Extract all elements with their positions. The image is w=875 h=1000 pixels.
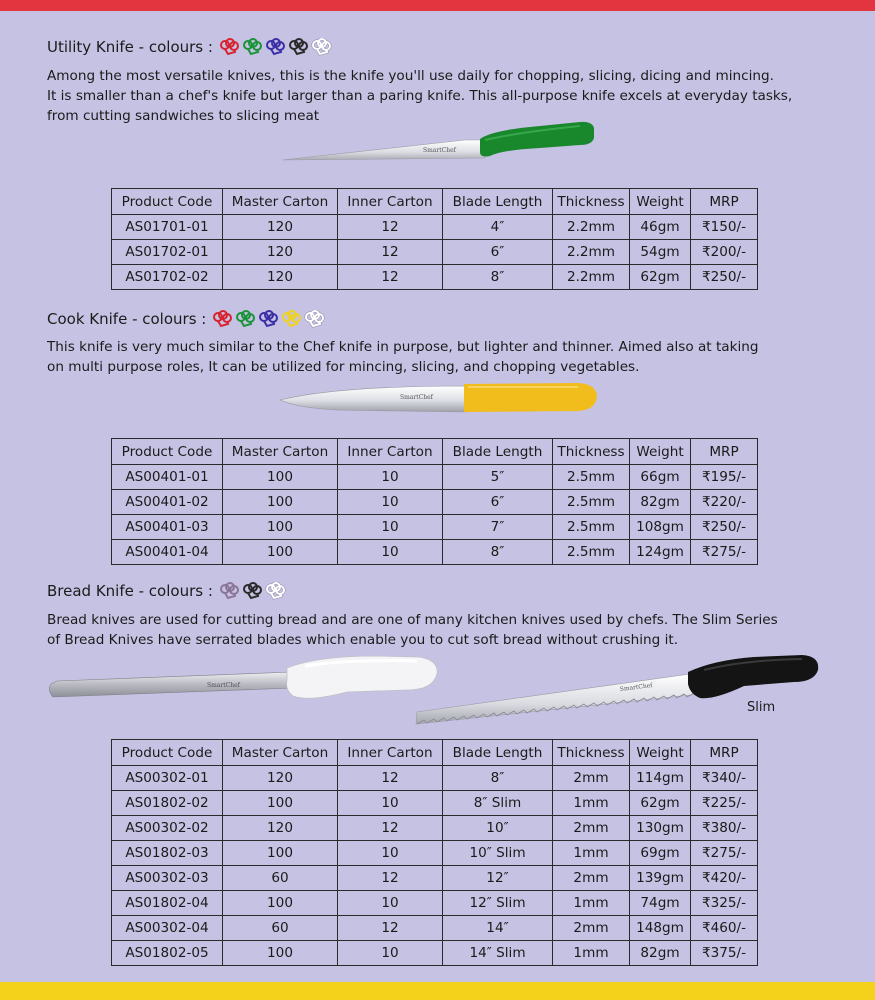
cell-product-code: AS00302-03	[112, 866, 223, 891]
cell-product-code: AS00401-01	[112, 465, 223, 490]
cell-mrp: ₹375/-	[691, 941, 758, 966]
bread-knife-title: Bread Knife - colours :	[47, 582, 213, 600]
cell-mrp: ₹275/-	[691, 540, 758, 565]
cell-inner-carton: 12	[338, 866, 443, 891]
table-row	[112, 265, 758, 290]
cell-blade-length: 8″ Slim	[443, 791, 553, 816]
table-header-row	[112, 189, 758, 215]
cell-blade-length: 5″	[443, 465, 553, 490]
slim-label: Slim	[747, 700, 776, 715]
table-row	[112, 841, 758, 866]
bottom-yellow-bar	[0, 982, 875, 1000]
utility-table-body	[112, 215, 758, 290]
cell-thickness: 2.2mm	[553, 265, 630, 290]
col-weight: Weight	[630, 439, 691, 465]
cell-blade-length: 14″	[443, 916, 553, 941]
cell-mrp: ₹340/-	[691, 766, 758, 791]
cook-knife-description	[47, 337, 759, 377]
description-line: Bread knives are used for cutting bread and are one of many kitchen knives used by chefs. The Slim Series	[47, 612, 778, 628]
cell-blade-length: 12″	[443, 866, 553, 891]
cell-mrp: ₹150/-	[691, 215, 758, 240]
cell-inner-carton: 10	[338, 465, 443, 490]
cell-inner-carton: 10	[338, 540, 443, 565]
description-line: This knife is very much similar to the Chef knife in purpose, but lighter and thinner. Aimed also at taking	[47, 339, 759, 355]
cell-master-carton: 100	[223, 465, 338, 490]
cell-inner-carton: 10	[338, 791, 443, 816]
table-row	[112, 215, 758, 240]
utility-knife-heading	[47, 38, 332, 56]
knife-brand: SmartChef	[207, 682, 240, 689]
cell-inner-carton: 10	[338, 515, 443, 540]
cell-weight: 74gm	[630, 891, 691, 916]
cell-blade-length: 14″ Slim	[443, 941, 553, 966]
cell-product-code: AS01702-02	[112, 265, 223, 290]
cell-product-code: AS00302-01	[112, 766, 223, 791]
cell-mrp: ₹220/-	[691, 490, 758, 515]
table-header-row	[112, 439, 758, 465]
cell-inner-carton: 12	[338, 816, 443, 841]
col-blade-length: Blade Length	[443, 740, 553, 766]
cell-blade-length: 6″	[443, 490, 553, 515]
col-inner-carton: Inner Carton	[338, 189, 443, 215]
cell-master-carton: 120	[223, 240, 338, 265]
col-blade-length: Blade Length	[443, 439, 553, 465]
cell-master-carton: 120	[223, 816, 338, 841]
knife-brand: SmartChef	[619, 682, 653, 693]
cell-weight: 124gm	[630, 540, 691, 565]
cell-mrp: ₹250/-	[691, 515, 758, 540]
cell-thickness: 2mm	[553, 916, 630, 941]
col-thickness: Thickness	[553, 439, 630, 465]
cell-weight: 114gm	[630, 766, 691, 791]
cell-blade-length: 8″	[443, 540, 553, 565]
cell-product-code: AS00302-02	[112, 816, 223, 841]
cell-mrp: ₹250/-	[691, 265, 758, 290]
cell-thickness: 1mm	[553, 941, 630, 966]
description-line: on multi purpose roles, It can be utilized for mincing, slicing, and chopping vegetables.	[47, 359, 640, 375]
bread-knife-heading	[47, 582, 286, 600]
chef-hat-colour-icon	[311, 38, 332, 56]
description-line: Among the most versatile knives, this is the knife you'll use daily for chopping, slicing, dicing and mincing.	[47, 68, 774, 84]
cell-weight: 62gm	[630, 265, 691, 290]
cell-master-carton: 120	[223, 766, 338, 791]
cell-master-carton: 120	[223, 265, 338, 290]
table-header-row	[112, 740, 758, 766]
cell-mrp: ₹200/-	[691, 240, 758, 265]
table-row	[112, 891, 758, 916]
bread-knife-description	[47, 610, 778, 650]
cell-mrp: ₹420/-	[691, 866, 758, 891]
cell-blade-length: 7″	[443, 515, 553, 540]
bread-table-body	[112, 766, 758, 966]
cell-inner-carton: 10	[338, 891, 443, 916]
table-row	[112, 916, 758, 941]
cell-inner-carton: 12	[338, 215, 443, 240]
col-mrp: MRP	[691, 740, 758, 766]
cell-weight: 130gm	[630, 816, 691, 841]
cell-blade-length: 4″	[443, 215, 553, 240]
col-thickness: Thickness	[553, 740, 630, 766]
chef-hat-colour-icon	[281, 310, 302, 328]
cook-colour-swatches	[212, 310, 325, 328]
cell-thickness: 1mm	[553, 841, 630, 866]
cell-blade-length: 10″ Slim	[443, 841, 553, 866]
bread-knife-image	[47, 654, 439, 706]
cell-inner-carton: 10	[338, 941, 443, 966]
cell-mrp: ₹195/-	[691, 465, 758, 490]
knife-brand: SmartChef	[423, 147, 456, 154]
cell-blade-length: 8″	[443, 766, 553, 791]
cell-weight: 108gm	[630, 515, 691, 540]
chef-hat-colour-icon	[265, 38, 286, 56]
col-product-code: Product Code	[112, 439, 223, 465]
table-row	[112, 866, 758, 891]
col-mrp: MRP	[691, 439, 758, 465]
cell-weight: 46gm	[630, 215, 691, 240]
chef-hat-colour-icon	[219, 38, 240, 56]
chef-hat-colour-icon	[304, 310, 325, 328]
cell-weight: 69gm	[630, 841, 691, 866]
cell-blade-length: 12″ Slim	[443, 891, 553, 916]
cell-master-carton: 100	[223, 540, 338, 565]
col-weight: Weight	[630, 740, 691, 766]
col-weight: Weight	[630, 189, 691, 215]
bread-knife-slim-image	[414, 654, 822, 728]
col-master-carton: Master Carton	[223, 439, 338, 465]
cell-inner-carton: 12	[338, 240, 443, 265]
cook-knife-image	[278, 378, 600, 420]
chef-hat-colour-icon	[288, 38, 309, 56]
cell-product-code: AS01802-02	[112, 791, 223, 816]
col-mrp: MRP	[691, 189, 758, 215]
cell-product-code: AS01802-05	[112, 941, 223, 966]
cell-product-code: AS00302-04	[112, 916, 223, 941]
col-master-carton: Master Carton	[223, 189, 338, 215]
bread-colour-swatches	[219, 582, 286, 600]
cell-product-code: AS01802-03	[112, 841, 223, 866]
cell-thickness: 2mm	[553, 866, 630, 891]
cell-master-carton: 60	[223, 866, 338, 891]
cell-product-code: AS01702-01	[112, 240, 223, 265]
table-row	[112, 465, 758, 490]
cell-master-carton: 100	[223, 515, 338, 540]
col-inner-carton: Inner Carton	[338, 740, 443, 766]
utility-knife-table	[111, 188, 758, 290]
cell-inner-carton: 12	[338, 766, 443, 791]
col-blade-length: Blade Length	[443, 189, 553, 215]
cell-mrp: ₹460/-	[691, 916, 758, 941]
cell-blade-length: 10″	[443, 816, 553, 841]
cell-product-code: AS00401-04	[112, 540, 223, 565]
col-product-code: Product Code	[112, 740, 223, 766]
cell-thickness: 2.2mm	[553, 240, 630, 265]
description-line: of Bread Knives have serrated blades which enable you to cut soft bread without crushing it.	[47, 632, 679, 648]
cell-master-carton: 100	[223, 490, 338, 515]
cell-weight: 54gm	[630, 240, 691, 265]
cell-thickness: 1mm	[553, 891, 630, 916]
cell-product-code: AS01802-04	[112, 891, 223, 916]
utility-colour-swatches	[219, 38, 332, 56]
utility-knife-title: Utility Knife - colours :	[47, 38, 213, 56]
cell-weight: 66gm	[630, 465, 691, 490]
cell-thickness: 2.2mm	[553, 215, 630, 240]
cell-master-carton: 100	[223, 841, 338, 866]
cell-weight: 148gm	[630, 916, 691, 941]
cell-master-carton: 100	[223, 891, 338, 916]
table-row	[112, 490, 758, 515]
chef-hat-colour-icon	[219, 582, 240, 600]
chef-hat-colour-icon	[242, 582, 263, 600]
chef-hat-colour-icon	[258, 310, 279, 328]
cell-master-carton: 60	[223, 916, 338, 941]
cook-knife-heading	[47, 310, 325, 328]
chef-hat-colour-icon	[242, 38, 263, 56]
col-thickness: Thickness	[553, 189, 630, 215]
cook-table-body	[112, 465, 758, 565]
utility-knife-image	[280, 118, 600, 168]
table-row	[112, 941, 758, 966]
cell-inner-carton: 10	[338, 841, 443, 866]
cell-master-carton: 100	[223, 941, 338, 966]
description-line: It is smaller than a chef's knife but larger than a paring knife. This all-purpose knife excels at everyday tasks,	[47, 88, 793, 104]
top-red-bar	[0, 0, 875, 11]
cell-weight: 82gm	[630, 941, 691, 966]
cell-thickness: 2.5mm	[553, 540, 630, 565]
utility-knife-description	[47, 66, 792, 126]
cell-inner-carton: 12	[338, 916, 443, 941]
chef-hat-colour-icon	[265, 582, 286, 600]
cell-product-code: AS00401-03	[112, 515, 223, 540]
cell-inner-carton: 10	[338, 490, 443, 515]
chef-hat-colour-icon	[212, 310, 233, 328]
cell-master-carton: 120	[223, 215, 338, 240]
cell-thickness: 1mm	[553, 791, 630, 816]
table-row	[112, 515, 758, 540]
cell-product-code: AS00401-02	[112, 490, 223, 515]
cell-blade-length: 8″	[443, 265, 553, 290]
cell-thickness: 2mm	[553, 766, 630, 791]
cell-product-code: AS01701-01	[112, 215, 223, 240]
table-row	[112, 540, 758, 565]
table-row	[112, 791, 758, 816]
cook-knife-table	[111, 438, 758, 565]
table-row	[112, 240, 758, 265]
bread-knife-table	[111, 739, 758, 966]
cell-weight: 62gm	[630, 791, 691, 816]
cell-mrp: ₹325/-	[691, 891, 758, 916]
cell-thickness: 2.5mm	[553, 490, 630, 515]
cell-master-carton: 100	[223, 791, 338, 816]
cell-mrp: ₹225/-	[691, 791, 758, 816]
col-inner-carton: Inner Carton	[338, 439, 443, 465]
cell-inner-carton: 12	[338, 265, 443, 290]
col-master-carton: Master Carton	[223, 740, 338, 766]
cell-weight: 82gm	[630, 490, 691, 515]
cell-thickness: 2mm	[553, 816, 630, 841]
cell-blade-length: 6″	[443, 240, 553, 265]
cell-thickness: 2.5mm	[553, 465, 630, 490]
cook-knife-title: Cook Knife - colours :	[47, 310, 207, 328]
cell-weight: 139gm	[630, 866, 691, 891]
description-line: from cutting sandwiches to slicing meat	[47, 108, 320, 124]
chef-hat-colour-icon	[235, 310, 256, 328]
table-row	[112, 766, 758, 791]
knife-brand: SmartChef	[400, 394, 433, 401]
cell-thickness: 2.5mm	[553, 515, 630, 540]
cell-mrp: ₹380/-	[691, 816, 758, 841]
table-row	[112, 816, 758, 841]
cell-mrp: ₹275/-	[691, 841, 758, 866]
col-product-code: Product Code	[112, 189, 223, 215]
